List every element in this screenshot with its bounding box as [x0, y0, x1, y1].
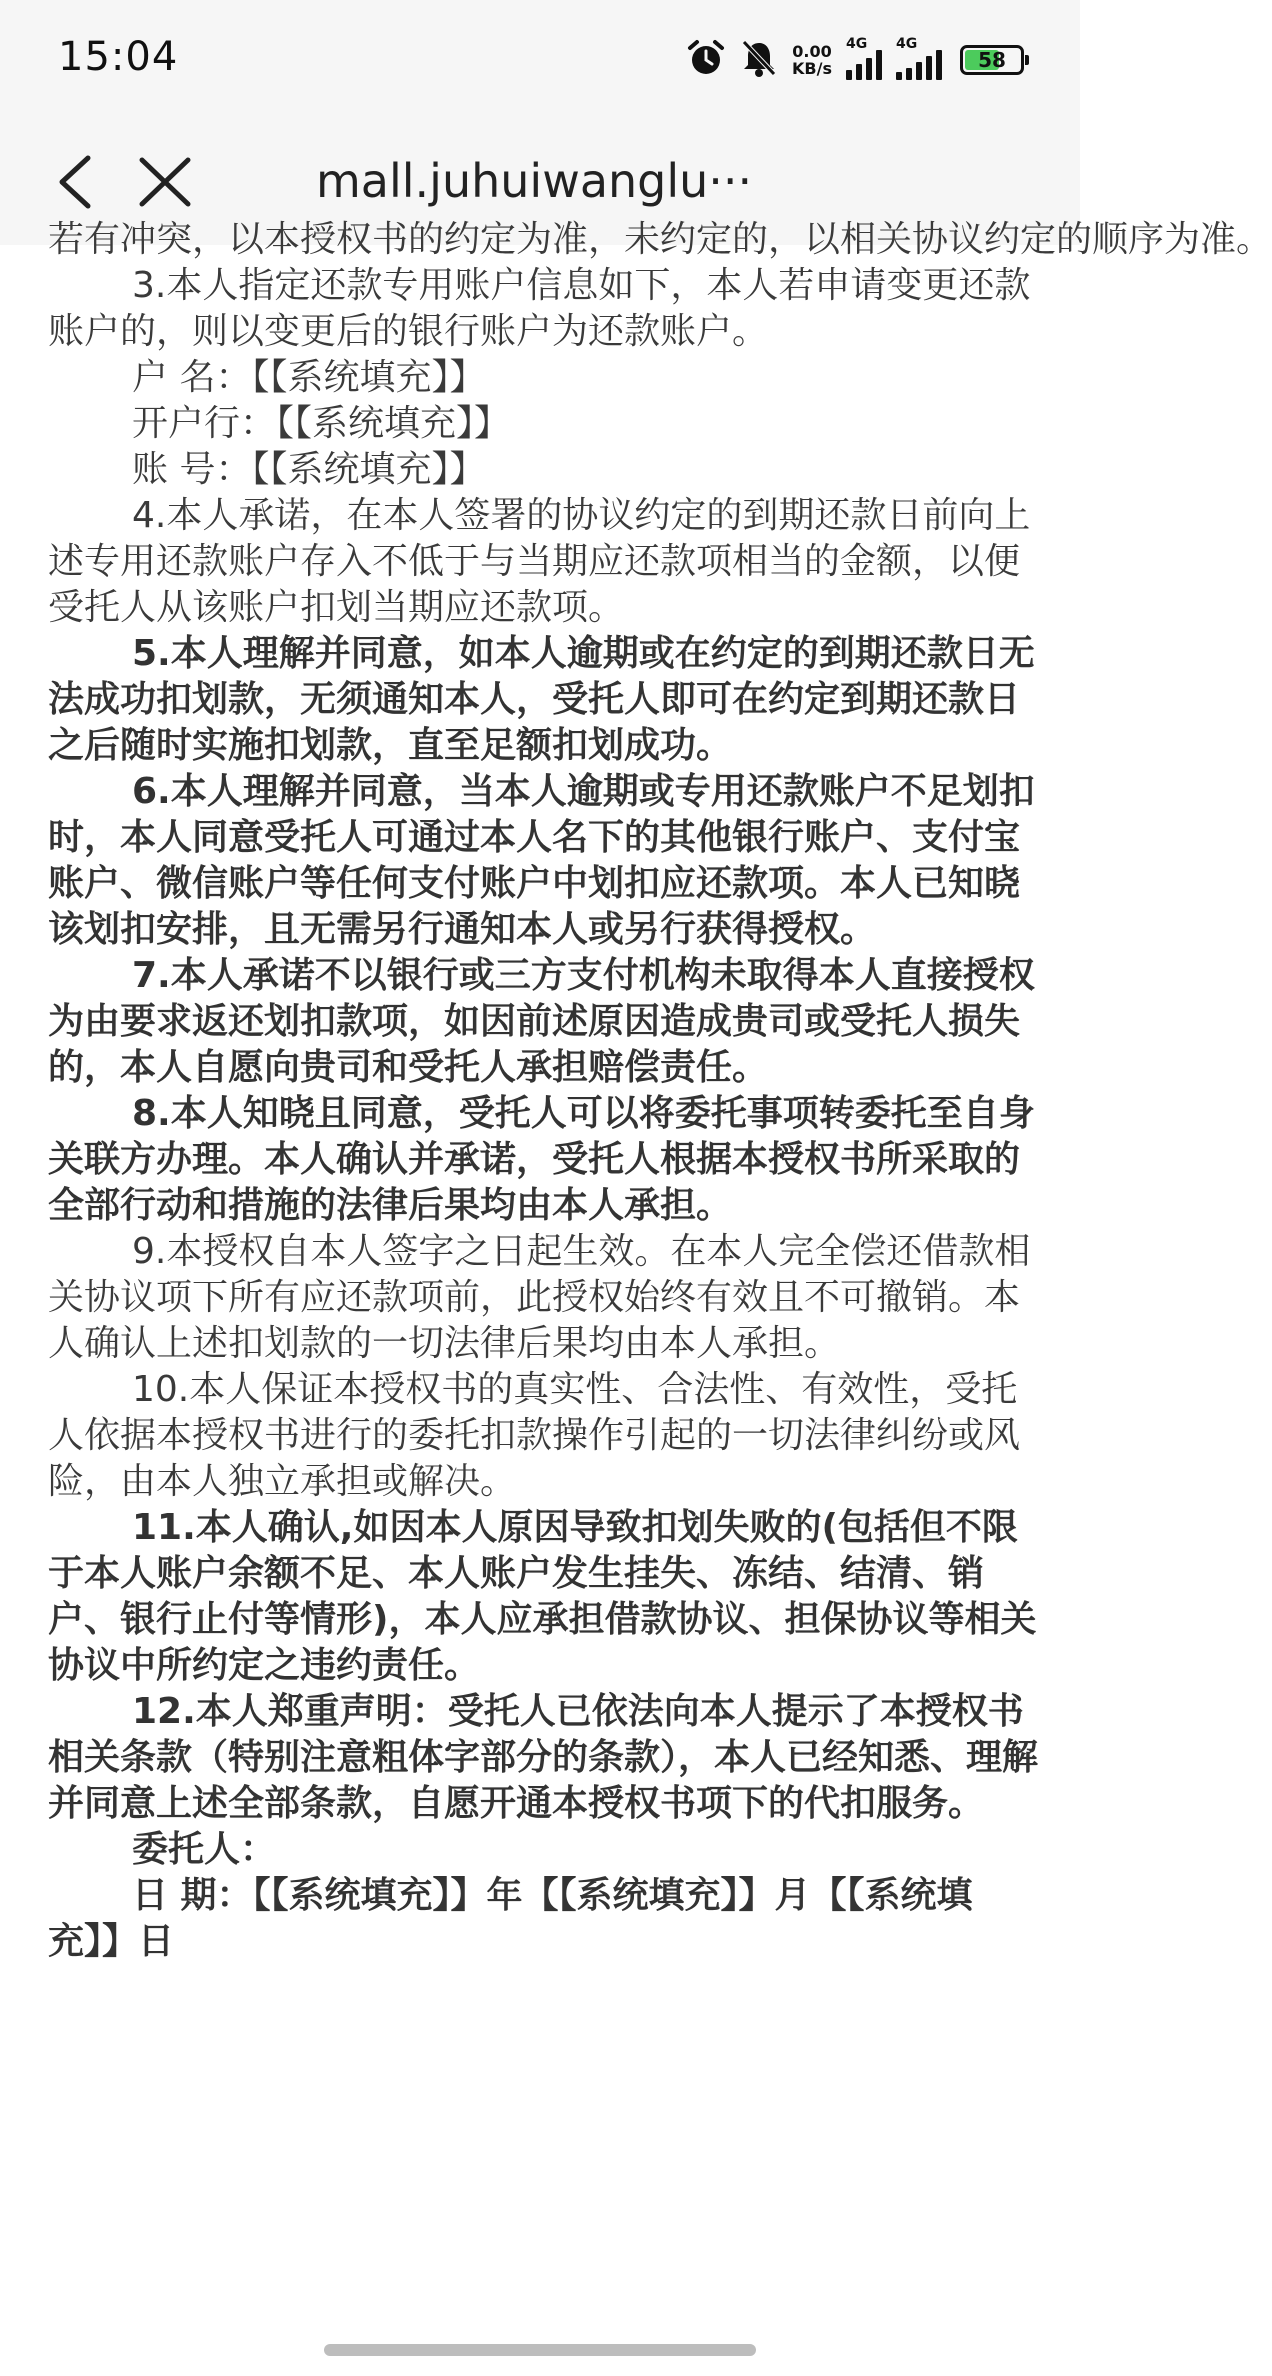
battery-icon	[960, 45, 1024, 75]
account-number-field: 账 号：【【系统填充】】	[132, 449, 486, 490]
status-bar	[0, 0, 1080, 120]
home-indicator[interactable]	[324, 2344, 756, 2356]
item-5: 5.本人理解并同意，如本人逾期或在约定的到期还款日无法成功扣划款，无须通知本人，受托人即可在约定到期还款日之后随时实施扣划款，直至足额扣划成功。	[48, 633, 1035, 766]
bell-muted-icon	[740, 38, 778, 82]
account-bank-field: 开户行：【【系统填充】】	[132, 403, 511, 444]
network-speed-unit: KB/s	[792, 59, 832, 78]
account-name-field: 户 名：【【系统填充】】	[132, 357, 486, 398]
close-icon	[126, 142, 206, 222]
signal-2-label: 4G	[896, 36, 918, 52]
item-11: 11.本人确认,如因本人原因导致扣划失败的(包括但不限于本人账户余额不足、本人账户发生挂失、冻结、结清、销户、银行止付等情形)，本人应承担借款协议、担保协议等相关协议中所约定之违约责任。	[48, 1507, 1037, 1686]
item-7: 7.本人承诺不以银行或三方支付机构未取得本人直接授权为由要求返还划扣款项，如因前述原因造成贵司或受托人损失的，本人自愿向贵司和受托人承担赔偿责任。	[48, 955, 1035, 1088]
item-4: 4.本人承诺，在本人签署的协议约定的到期还款日前向上述专用还款账户存入不低于与当期应还款项相当的金额，以便受托人从该账户扣划当期应还款项。	[48, 495, 1031, 628]
status-time: 15:04	[58, 34, 179, 80]
page-url-title: mall.juhuiwanglu···	[316, 154, 753, 208]
battery-level: 58	[978, 48, 1006, 72]
item-12: 12.本人郑重声明：受托人已依法向本人提示了本授权书相关条款（特别注意粗体字部分的条款），本人已经知悉、理解并同意上述全部条款，自愿开通本授权书项下的代扣服务。	[48, 1691, 1039, 1824]
partial-line: 若有冲突，以本授权书的约定为准，未约定的，以相关协议约定的顺序为准。	[48, 219, 1272, 260]
network-speed-value: 0.00	[792, 42, 832, 61]
back-button[interactable]	[40, 142, 120, 222]
signal-1-label: 4G	[846, 36, 868, 52]
authorization-document	[48, 217, 1272, 1965]
item-10: 10.本人保证本授权书的真实性、合法性、有效性，受托人依据本授权书进行的委托扣款操作引起的一切法律纠纷或风险，由本人独立承担或解决。	[48, 1369, 1021, 1502]
close-button[interactable]	[126, 142, 206, 222]
item-9: 9.本授权自本人签字之日起生效。在本人完全偿还借款相关协议项下所有应还款项前，此授权始终有效且不可撤销。本人确认上述扣划款的一切法律后果均由本人承担。	[48, 1231, 1031, 1364]
signal-1-icon	[846, 36, 882, 80]
network-speed	[792, 43, 832, 77]
document-content[interactable]	[0, 219, 1272, 2345]
status-icons	[686, 30, 1024, 90]
item-6: 6.本人理解并同意，当本人逾期或专用还款账户不足划扣时，本人同意受托人可通过本人名下的其他银行账户、支付宝账户、微信账户等任何支付账户中划扣应还款项。本人已知晓该划扣安排，且无需另行通知本人或另行获得授权。	[48, 771, 1035, 950]
item-3: 3.本人指定还款专用账户信息如下，本人若申请变更还款账户的，则以变更后的银行账户为还款账户。	[48, 265, 1031, 352]
signal-2-icon	[896, 36, 942, 80]
principal-label: 委托人：	[132, 1829, 277, 1870]
date-line: 日 期：【【系统填充】】年【【系统填充】】月【【系统填充】】日	[48, 1875, 973, 1962]
item-8: 8.本人知晓且同意，受托人可以将委托事项转委托至自身关联方办理。本人确认并承诺，受托人根据本授权书所采取的全部行动和措施的法律后果均由本人承担。	[48, 1093, 1035, 1226]
alarm-icon	[686, 38, 726, 82]
chevron-left-icon	[40, 142, 120, 222]
